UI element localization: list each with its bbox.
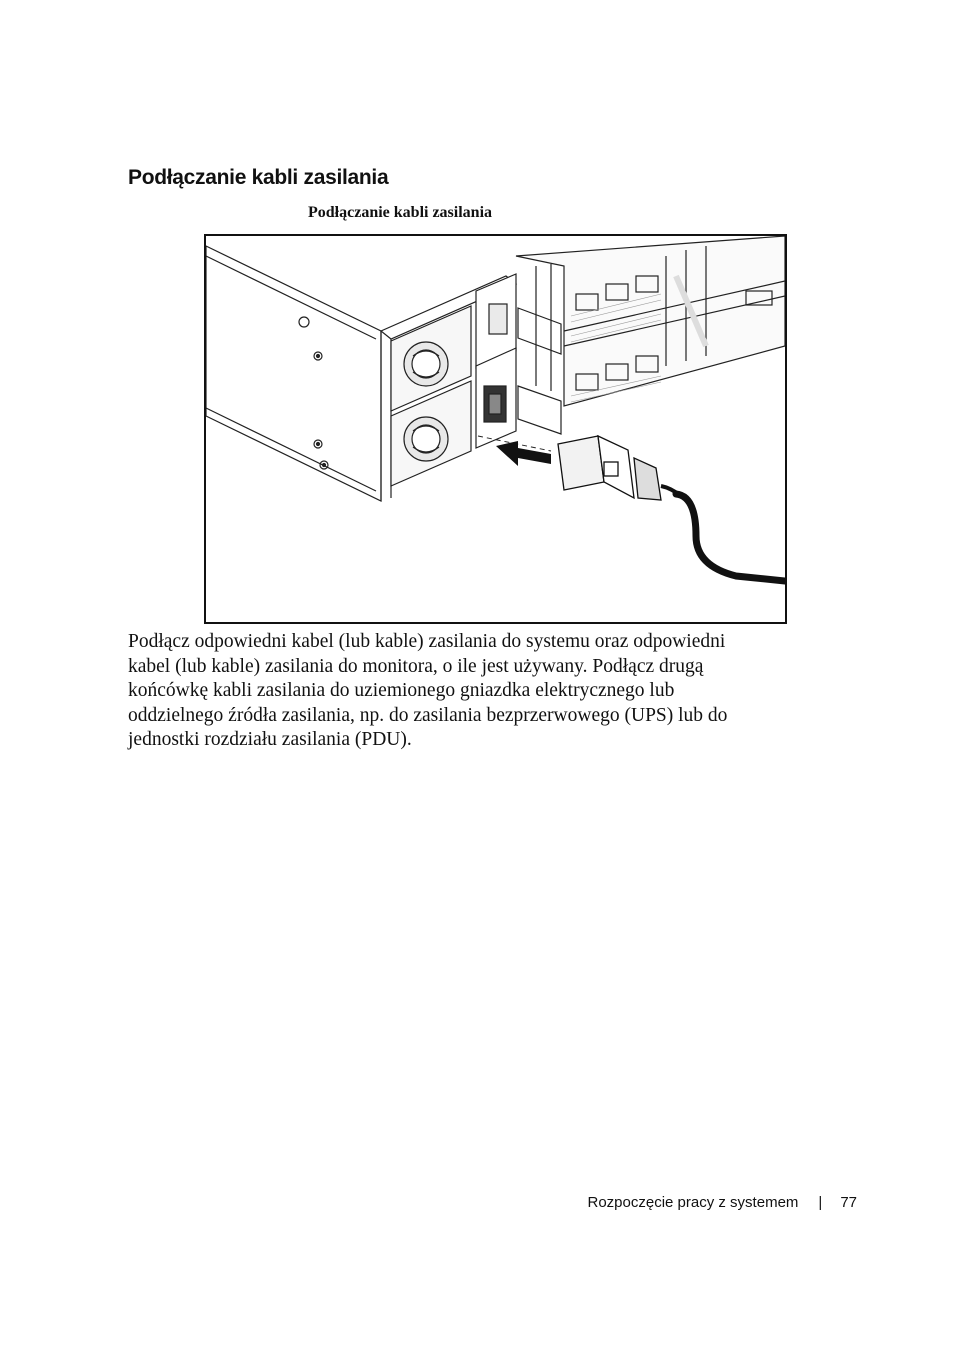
body-paragraph [128,630,828,753]
body-line: końcówkę kabli zasilania do uziemionego gniazdka elektrycznego lub [128,680,675,701]
body-line: jednostki rozdziału zasilania (PDU). [128,729,412,750]
figure-caption: Podłączanie kabli zasilania [308,204,493,221]
page-footer [588,1194,858,1211]
chassis-side-panel [206,246,381,501]
figure-illustration [204,234,787,624]
body-line: Podłącz odpowiedni kabel (lub kable) zasilania do systemu oraz odpowiedni [128,631,726,652]
footer-section-title: Rozpoczęcie pracy z systemem [587,1194,799,1211]
footer-separator: | [818,1194,823,1211]
body-line: kabel (lub kable) zasilania do monitora, o ile jest używany. Podłącz drugą [128,655,704,677]
section-heading: Podłączanie kabli zasilania [128,166,389,189]
page-number: 77 [840,1194,857,1211]
power-cable [558,436,785,581]
server-power-illustration [206,236,785,622]
body-line: oddzielnego źródła zasilania, np. do zasilania bezprzerwowego (UPS) lub do [128,704,728,726]
